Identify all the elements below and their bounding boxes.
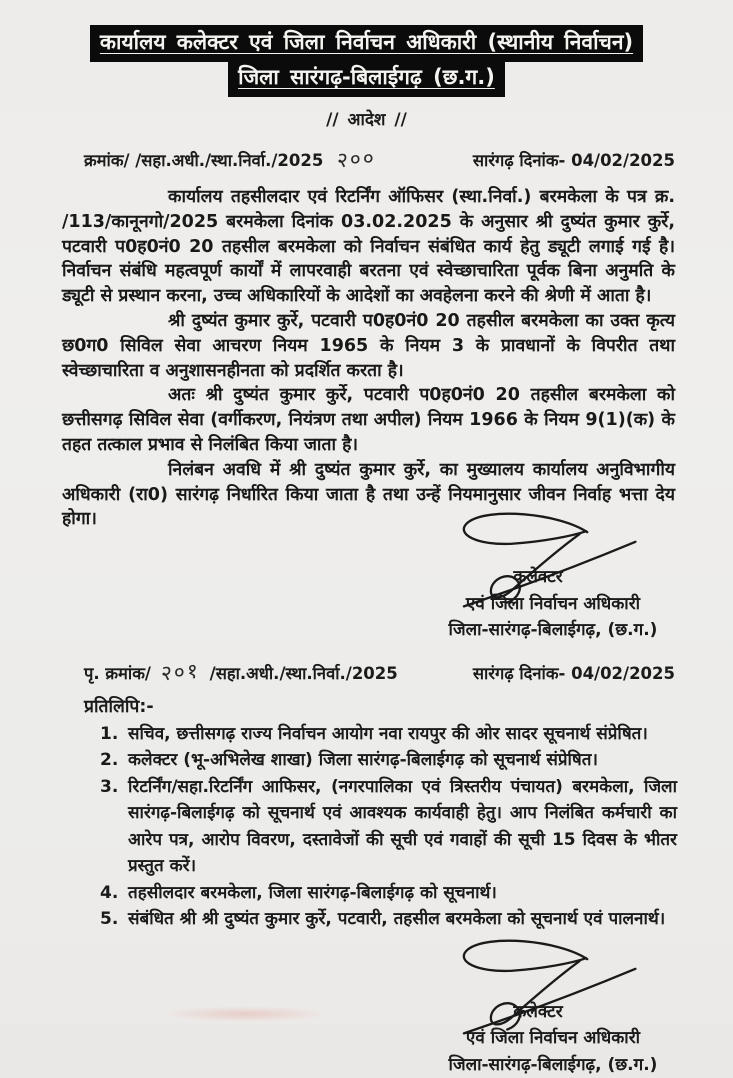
signatory-line3: जिला-सारंगढ़-बिलाईगढ़, (छ.ग.) <box>448 620 658 641</box>
order-number <box>84 145 382 173</box>
copies-list <box>0 718 733 933</box>
paragraph-conduct-rules: श्री दुष्यंत कुमार कुर्रे, पटवारी प0ह0नं0 20 तहसील बरमकेला का उक्त कृत्य छ0ग0 सिविल सेवा आचरण नियम 1965 के नियम 3 के प्रावधानों के विपरीत तथा स्वेच्छाचारिता व अनुशासनहीनता को प्रदर्शित करता है। <box>62 310 675 381</box>
dispatch-number <box>84 658 398 686</box>
copy-item-text: रिटर्निंग/सहा.रिटर्निंग आफिसर, (नगरपालिका एवं त्रिस्तरीय पंचायत) बरमकेला, जिला सारंगढ़-बिलाईगढ़ को सूचनार्थ एवं आवश्यक कार्यवाही हेतु। आप निलंबित कर्मचारी का आरेप पत्र, आरोप विवरण, दस्तावेजों की सूची एवं गवाहों की सूची 15 दिवस के भीतर प्रस्तुत करें। <box>128 776 677 877</box>
letterhead <box>0 0 733 130</box>
order-heading: // आदेश // <box>326 110 407 130</box>
handwritten-order-number: २०० <box>337 145 377 173</box>
copy-item-number: 4. <box>100 882 119 903</box>
paragraph-duty-background: कार्यालय तहसीलदार एवं रिटर्निंग ऑफिसर (स्था.निर्वा.) बरमकेला के पत्र क्र. /113/कानूनगो/2025 बरमकेला दिनांक 03.02.2025 के अनुसार श्री दुष्यंत कुमार कुर्रे, पटवारी प0ह0नं0 20 तहसील बरमकेला को निर्वाचन संबंधित कार्य हेतु ड्यूटी लगाई गई है। निर्वाचन संबंधि महत्वपूर्ण कार्यों में लापरवाही बरतना एवं स्वेच्छाचारिता पूर्वक बिना अनुमति के ड्यूटी से प्रस्थान करना, उच्च अधिकारियों के आदेशों का अवहेलना करने की श्रेणी में आता है। <box>62 187 675 307</box>
copies-heading: प्रतिलिपि:- <box>84 696 154 717</box>
signature-block-top <box>427 536 679 644</box>
paragraph-headquarter-allowance: निलंबन अवधि में श्री दुष्यंत कुमार कुर्रे, का मुख्यालय कार्यालय अनुविभागीय अधिकारी (रा0) सारंगढ़ निर्धारित किया जाता है तथा उन्हें नियमानुसार जीवन निर्वाह भत्ता देय होगा। <box>62 459 675 530</box>
signatory-line3: जिला-सारंगढ़-बिलाईगढ़, (छ.ग.) <box>448 1054 658 1075</box>
handwritten-dispatch-number: २०१ <box>160 658 200 686</box>
place-date-bottom: सारंगढ़ दिनांक- 04/02/2025 <box>472 663 675 683</box>
copy-item-4 <box>100 880 677 907</box>
copy-item-number: 3. <box>100 776 119 797</box>
order-body <box>0 173 733 532</box>
signatory-line2: एवं जिला निर्वाचन अधिकारी <box>465 593 641 614</box>
reference-line-bottom <box>0 658 733 686</box>
paragraph-suspension-order: अतः श्री दुष्यंत कुमार कुर्रे, पटवारी प0ह0नं0 20 तहसील बरमकेला को छत्तीसगढ़ सिविल सेवा (वर्गीकरण, नियंत्रण तथा अपील) नियम 1966 के नियम 9(1)(क) के तहत तत्काल प्रभाव से निलंबित किया जाता है। <box>62 385 675 455</box>
reference-line-top <box>0 145 733 173</box>
copy-item-2 <box>100 747 677 774</box>
dispatch-number-prefix: पृ. क्रमांक/ <box>84 663 151 683</box>
place-date: सारंगढ़ दिनांक- 04/02/2025 <box>472 151 675 170</box>
copy-item-number: 1. <box>100 723 119 744</box>
signatory-title: कलेक्टर <box>513 1001 563 1022</box>
signature-block-bottom <box>427 963 679 1078</box>
copy-item-1 <box>100 721 677 748</box>
copy-item-text: कलेक्टर (भू-अभिलेख शाखा) जिला सारंगढ़-बिलाईगढ़ को सूचनार्थ संप्रेषित। <box>128 750 598 771</box>
signatory-line2: एवं जिला निर्वाचन अधिकारी <box>465 1028 641 1049</box>
copy-item-text: सचिव, छत्तीसगढ़ राज्य निर्वाचन आयोग नवा रायपुर की ओर सादर सूचनार्थ संप्रेषित। <box>128 723 648 744</box>
copy-item-text: तहसीलदार बरमकेला, जिला सारंगढ़-बिलाईगढ़ को सूचनार्थ। <box>128 882 497 903</box>
order-number-label: क्रमांक/ /सहा.अधी./स्था.निर्वा./2025 <box>84 151 324 170</box>
copy-item-number: 5. <box>100 909 119 930</box>
office-title-line1: कार्यालय कलेक्टर एवं जिला निर्वाचन अधिकारी (स्थानीय निर्वाचन) <box>90 25 643 62</box>
copy-item-5 <box>100 906 677 933</box>
copy-item-number: 2. <box>100 750 119 771</box>
office-title-line2: जिला सारंगढ़-बिलाईगढ़ (छ.ग.) <box>228 60 505 97</box>
copy-item-text: संबंधित श्री श्री दुष्यंत कुमार कुर्रे, पटवारी, तहसील बरमकेला को सूचनार्थ एवं पालनार्थ। <box>128 909 666 930</box>
dispatch-number-suffix: /सहा.अधी./स्था.निर्वा./2025 <box>209 663 398 683</box>
signatory-title: कलेक्टर <box>513 567 563 588</box>
copy-item-3 <box>100 774 677 880</box>
